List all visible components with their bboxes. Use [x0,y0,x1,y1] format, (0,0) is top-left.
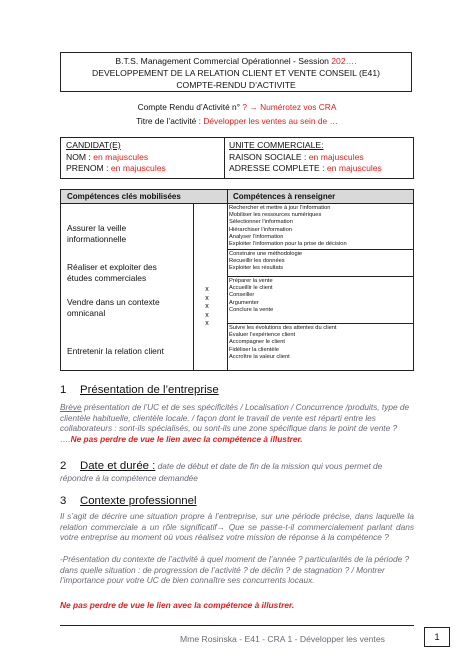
key-skill-item: Assurer la veille informationnelle [67,223,127,244]
key-skill-item: Vendre dans un contexte omnicanal [67,297,160,318]
section-3-warning: Ne pas perdre de vue le lien avec la compétence à illustrer. [60,600,295,610]
selection-mark: x [205,286,209,293]
unit-column [229,140,382,175]
selection-marks [202,286,212,329]
skill-detail: Accompagner le client [229,339,285,346]
document-header [60,52,412,92]
unit-heading: UNITE COMMERCIALE: [229,140,324,150]
skill-detail: Accroître la valeur client [229,353,290,360]
section-3-paragraph-1: Il s’agit de décrire une situation propre à l’entreprise, sur une période précise, dans laquelle la relation commerciale a un rôle significatif→ Que se passe-t-il commercialement parlant dans votre entreprise au moment où vous réalisez votre mission de réponse à la compétence ? [60,511,414,543]
candidate-firstname-row: PRENOM : en majuscules [66,163,166,173]
selection-mark: x [205,294,209,302]
section-1-heading: 1 Présentation de l’entreprise [60,384,219,396]
activity-title-line: Titre de l’activité : Développer les ventes au sein de … [136,116,338,126]
skills-group-etudes [229,251,413,273]
group-divider [227,323,413,324]
skill-detail: Rechercher et mettre à jour l’information [229,205,331,211]
skills-table [60,189,414,371]
skill-detail: Conclure la vente [229,306,274,313]
skill-detail: Exploiter l’information pour la prise de décision [229,241,347,248]
exam-title: DEVELOPPEMENT DE LA RELATION CLIENT ET VENTE CONSEIL (E41) [92,68,380,79]
key-skill-item: Entretenir la relation client [67,346,164,356]
section-1-body: Brève présentation de l’UC et de ses spécificités / Localisation / Concurrence /produits, type de clientèle habituelle, clientèle locale. / façon dont le travail de vente est réparti entre les collaborateurs : sont-ils spécialisés, ou sont-ils une zone spécifique dans le point de vente ? ….Ne pas perdre de vue le lien avec la compétence à illustrer. [60,402,410,444]
skill-detail: Argumenter [229,299,259,306]
key-skill-item: Réaliser et exploiter des études commerciales [67,262,157,283]
candidate-info-box [60,137,414,179]
key-skills-header: Compétences clés mobilisées [61,190,227,204]
skill-detail: Préparer la vente [229,278,273,284]
skill-detail: Recueillir les données [229,258,285,265]
skill-detail: Fidéliser la clientèle [229,346,279,353]
skill-detail: Évaluer l’expérience client [229,332,296,339]
activity-title-value: Développer les ventes au sein de … [203,116,338,126]
section-3-title: Contexte professionnel [80,495,197,507]
section-2-title: Date et durée : [80,460,156,472]
cra-number-value: ? → Numérotez vos CRA [242,102,337,112]
session-line: B.T.S. Management Commercial Opérationnel - Session 202…. [115,56,357,66]
selection-mark: x [205,320,209,328]
session-year: 202…. [331,56,357,66]
candidate-name-row: NOM : en majuscules [66,151,149,162]
section-2-block: 2 Date et durée : date de début et date de fin de la mission qui vous permet de répondre à la compétence demandée [60,460,383,483]
page-number: 1 [424,627,450,647]
unit-address-value: en majuscules [326,163,382,173]
skill-detail: Sélectionner l’information [229,219,293,226]
skill-detail: Accueillir le client [229,285,273,292]
report-title: COMPTE-RENDU D’ACTIVITE [176,80,296,91]
section-1-warning: Ne pas perdre de vue le lien avec la compétence à illustrer. [70,433,303,444]
skill-detail: Exploiter les résultats [229,265,284,272]
section-3-heading: 3 Contexte professionnel [60,495,197,507]
footer-text: Mme Rosinska - E41 - CRA 1 - Développer les ventes [180,634,385,644]
candidate-name-value: en majuscules [93,151,149,162]
skills-group-veille [229,205,413,248]
candidate-column [66,140,166,175]
section-2-body: date de début et date de fin de la mission qui vous permet de répondre à la compétence demandée [60,461,383,483]
candidate-firstname-value: en majuscules [110,163,166,173]
selection-mark: x [205,311,209,319]
skills-group-vente [229,278,413,314]
footer-rule [60,625,414,626]
candidate-box-divider [224,138,225,178]
skill-detail: Analyser l’information [229,233,284,240]
selection-mark: x [205,303,209,311]
section-1-title: Présentation de l’entreprise [80,384,219,396]
skill-detail: Mobiliser les ressources numériques [229,212,322,219]
table-divider [227,190,228,370]
group-divider [227,276,413,277]
skills-group-relation [229,325,413,361]
skills-to-fill-header: Compétences à renseigner [227,190,413,204]
group-divider [227,249,413,250]
unit-company-row: RAISON SOCIALE : en majuscules [229,151,364,162]
table-divider [193,204,194,370]
skill-detail: Construire une méthodologie [229,251,303,257]
cra-number-line: Compte Rendu d’Activité n° ? → Numérotez vos CRA [137,102,337,112]
unit-company-value: en majuscules [308,151,364,162]
candidate-heading: CANDIDAT(E) [66,140,121,150]
skill-detail: Suivre les évolutions des attentes du client [229,325,337,331]
section-3-paragraph-2: -Présentation du contexte de l’activité à quel moment de l’année ? particularités de la période ? dans quelle situation : de progression de l’activité ? de déclin ? de stagnation ? / Montrer l’importance pour votre UC de bien connaître ses concurrents locaux. [60,554,410,586]
unit-address-row: ADRESSE COMPLETE : en majuscules [229,163,382,173]
skill-detail: Hiérarchiser l’information [229,226,292,233]
skill-detail: Conseiller [229,292,255,299]
